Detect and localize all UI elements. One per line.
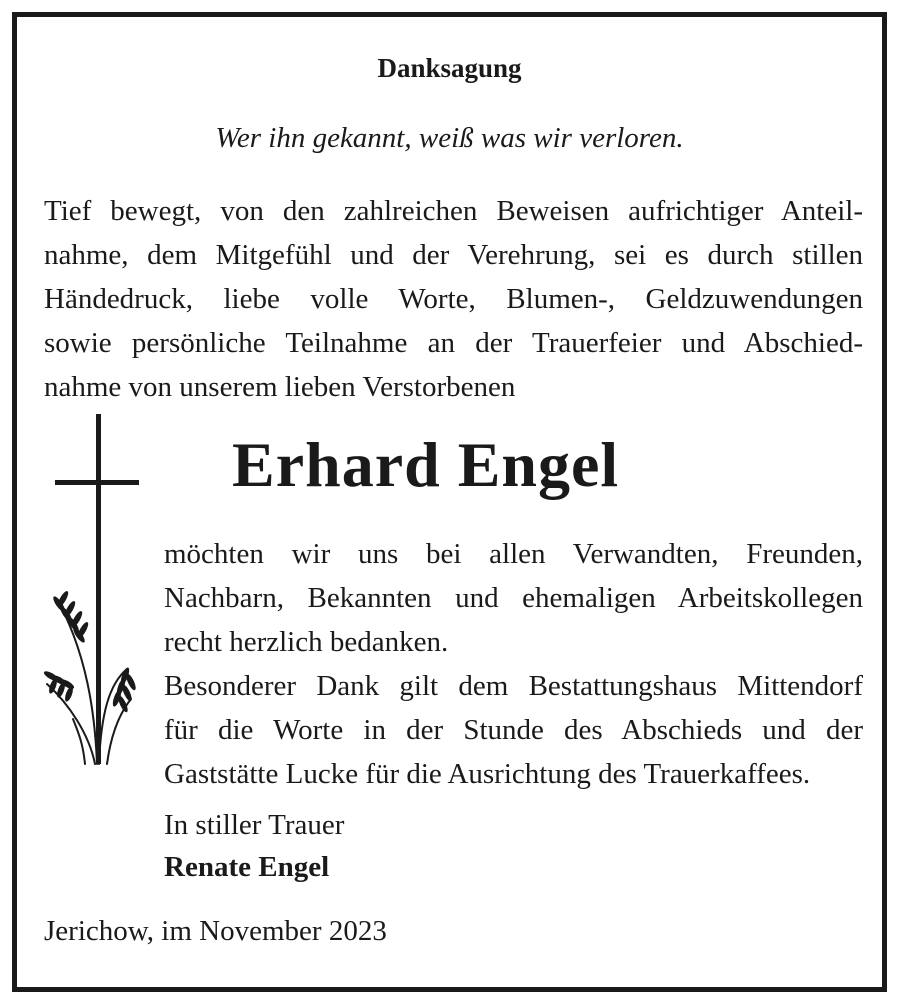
deceased-name: Erhard Engel xyxy=(232,429,620,500)
intro-line: nahme von unserem lieben Verstorbenen xyxy=(44,371,516,403)
intro-line: sowie persönliche Teilnahme an der Trauerfeier und Abschied- xyxy=(44,327,863,359)
intro-line: nahme, dem Mitgefühl und der Verehrung, sei es durch stillen xyxy=(44,239,863,271)
thanks-line: recht herzlich bedanken. xyxy=(164,626,449,658)
mourning-phrase: In stiller Trauer xyxy=(164,809,345,841)
signature-block xyxy=(164,804,344,888)
intro-paragraph xyxy=(44,189,863,409)
signer-name: Renate Engel xyxy=(164,851,330,883)
intro-line: Tief bewegt, von den zahlreichen Beweisen aufrichtiger Anteil- xyxy=(44,195,863,227)
notice-heading: Danksagung xyxy=(377,53,522,83)
thanks-line: Besonderer Dank gilt dem Bestattungshaus Mittendorf xyxy=(164,670,863,702)
thanks-line: für die Worte in der Stunde des Abschieds und der xyxy=(164,714,863,746)
cross-with-wheat-icon xyxy=(39,414,139,774)
intro-line: Händedruck, liebe volle Worte, Blumen-, Geldzuwendungen xyxy=(44,283,863,315)
thanks-line: Nachbarn, Bekannten und ehemaligen Arbeitskollegen xyxy=(164,582,863,614)
thanks-line: Gaststätte Lucke für die Ausrichtung des Trauerkaffees. xyxy=(164,758,811,790)
thanks-line: möchten wir uns bei allen Verwandten, Freunden, xyxy=(164,538,863,570)
thanks-paragraph xyxy=(164,532,863,796)
obituary-notice xyxy=(12,12,887,992)
notice-motto: Wer ihn gekannt, weiß was wir verloren. xyxy=(215,122,684,154)
place-date: Jerichow, im November 2023 xyxy=(44,915,387,947)
